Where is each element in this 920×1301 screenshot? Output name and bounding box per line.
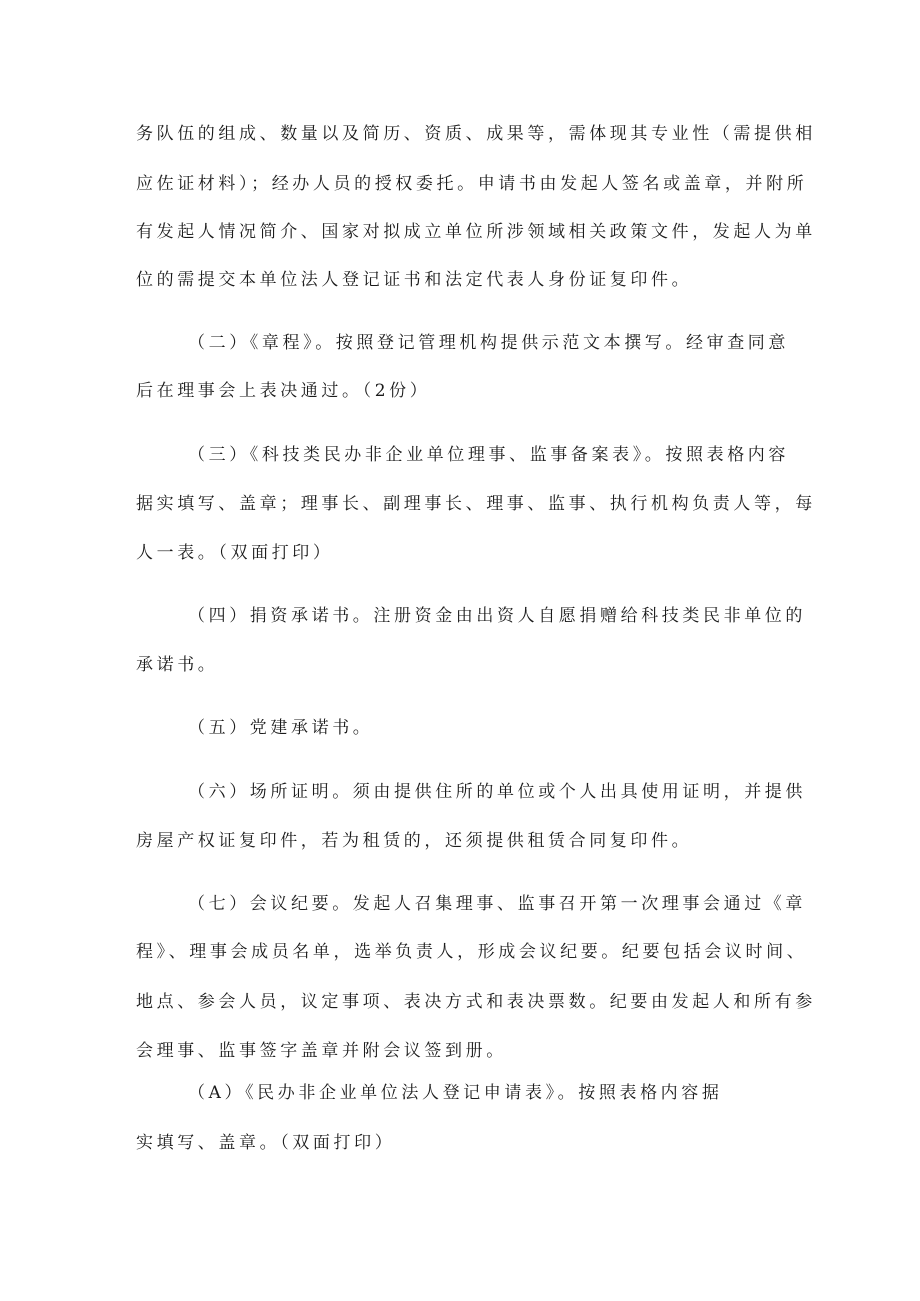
text-line: （四）捐资承诺书。注册资金由出资人自愿捐赠给科技类民非单位的 — [188, 606, 806, 626]
text-line: 地点、参会人员，议定事项、表决方式和表决票数。纪要由发起人和所有参 — [136, 992, 816, 1012]
text-line: （三）《科技类民办非企业单位理事、监事备案表》。按照表格内容 — [188, 445, 789, 465]
text-line: 会理事、监事签字盖章并附会议签到册。 — [136, 1041, 507, 1061]
text-line: 据实填写、盖章；理事长、副理事长、理事、监事、执行机构负责人等，每 — [136, 494, 816, 514]
text-line: （二）《章程》。按照登记管理机构提供示范文本撰写。经审查同意 — [188, 333, 789, 353]
text-line: 实填写、盖章。（双面打印） — [136, 1133, 396, 1153]
text-line: （六）场所证明。须由提供住所的单位或个人出具使用证明，并提供 — [188, 782, 806, 802]
text-line: 有发起人情况简介、国家对拟成立单位所涉领域相关政策文件，发起人为单 — [136, 222, 816, 242]
text-line: （七）会议纪要。发起人召集理事、监事召开第一次理事会通过《章 — [188, 894, 806, 914]
text-line: 位的需提交本单位法人登记证书和法定代表人身份证复印件。 — [136, 270, 693, 290]
text-line: 程》、理事会成员名单，选举负责人，形成会议纪要。纪要包括会议时间、 — [136, 942, 808, 962]
text-line: 务队伍的组成、数量以及简历、资质、成果等，需体现其专业性（需提供相 — [136, 124, 816, 144]
text-line: 后在理事会上表决通过。（2份） — [136, 381, 431, 401]
text-line: 房屋产权证复印件，若为租赁的，还须提供租赁合同复印件。 — [136, 831, 693, 851]
text-line: 应佐证材料）；经办人员的授权委托。申请书由发起人签名或盖章，并附所 — [136, 174, 808, 194]
text-line: 人一表。（双面打印） — [136, 543, 334, 563]
text-line: （A）《民办非企业单位法人登记申请表》。按照表格内容据 — [188, 1083, 723, 1103]
text-line: 承诺书。 — [136, 655, 219, 675]
text-line: （五）党建承诺书。 — [188, 718, 374, 738]
